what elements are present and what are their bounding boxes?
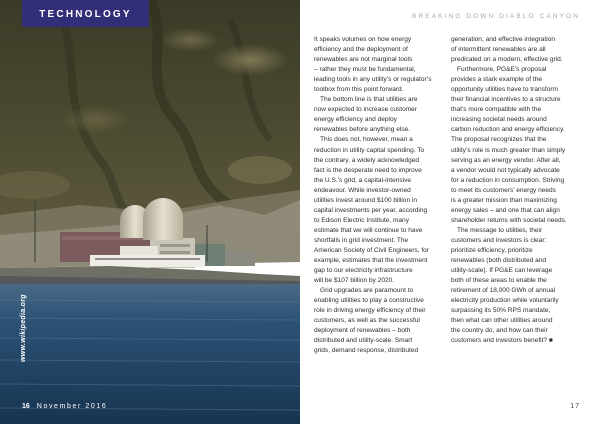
text-line: for a reduction in consumption. Striving bbox=[451, 176, 565, 184]
text-line: surpassing its 50% RPS mandate, bbox=[451, 307, 551, 315]
text-line: opportunity utilities have to transform bbox=[451, 86, 558, 94]
text-line: It speaks volumes on how energy bbox=[314, 36, 412, 43]
text-line: prioritize efficiency, prioritize bbox=[451, 246, 533, 254]
photo-credit: www.wikipedia.org bbox=[20, 294, 27, 362]
text-line: distributed and utility-scale. Smart bbox=[314, 337, 413, 345]
text-line: that’s more compatible with the bbox=[451, 106, 542, 114]
text-line: will be $107 billion by 2020. bbox=[314, 277, 395, 285]
text-line: generation, and effective integration bbox=[451, 36, 555, 43]
text-line: the country do, and how can their bbox=[451, 327, 548, 335]
text-line: This does not, however, mean a bbox=[320, 136, 413, 144]
text-line: renewables before anything else. bbox=[314, 126, 411, 134]
right-page-number: 17 bbox=[570, 403, 580, 410]
text-line: energy sales – and one that can align bbox=[451, 206, 560, 214]
text-line: grids, demand response, distributed bbox=[314, 347, 419, 355]
text-line: American Society of Civil Engineers, for bbox=[314, 246, 429, 254]
text-line: both of these areas to enable the bbox=[451, 277, 547, 285]
text-line: gap to our electricity infrastructure bbox=[314, 267, 413, 275]
text-line: renewables are not marginal tools bbox=[314, 56, 413, 64]
text-line: The bottom line is that utilities are bbox=[320, 96, 418, 104]
text-line: endeavour. While investor-owned bbox=[314, 186, 411, 194]
article-column-1 bbox=[314, 35, 438, 357]
text-line: increasing societal needs around bbox=[451, 116, 547, 124]
text-line: The message to utilities, their bbox=[457, 226, 543, 234]
running-head: BREAKING DOWN DIABLO CANYON bbox=[412, 13, 580, 20]
text-line: the contrary, a widely acknowledged bbox=[314, 156, 420, 164]
text-line: retirement of 18,000 GWh of annual bbox=[451, 287, 556, 295]
text-line: – rather they must be fundamental, bbox=[314, 66, 416, 74]
text-line: deployment of renewables – both bbox=[314, 327, 411, 335]
text-line: toolbox from this point forward. bbox=[314, 86, 404, 94]
text-line: fact is the desperate need to improve bbox=[314, 166, 422, 174]
text-line: utilities invest around $100 billion in bbox=[314, 196, 417, 204]
text-line: The proposal recognizes that the bbox=[451, 136, 547, 144]
text-line: Furthermore, PG&E’s proposal bbox=[457, 66, 547, 74]
text-line: serving as an energy vendor. After all, bbox=[451, 156, 561, 164]
text-line: a vendor would not typically advocate bbox=[451, 166, 560, 174]
text-line: renewables (both distributed and bbox=[451, 257, 546, 265]
text-line: efficiency and the deployment of bbox=[314, 46, 408, 54]
text-line: predicated on a modern, effective grid. bbox=[451, 56, 563, 64]
text-line: carbon reduction and energy efficiency. bbox=[451, 126, 565, 134]
text-line: customers, as well as the successful bbox=[314, 317, 420, 325]
text-line: to Edison Electric Institute, many bbox=[314, 216, 409, 224]
text-line: capital investments per year, according bbox=[314, 206, 428, 214]
left-page-folio bbox=[22, 403, 107, 410]
section-tag: TECHNOLOGY bbox=[22, 0, 149, 27]
text-line: energy efficiency and deploy bbox=[314, 116, 397, 124]
text-line: now expected to increase customer bbox=[314, 106, 417, 114]
text-line: of intermittent renewables are all bbox=[451, 46, 546, 54]
text-line: customers and investors is clear: bbox=[451, 236, 547, 244]
text-line: to meet its customers’ energy needs bbox=[451, 186, 556, 194]
text-line: is a greater mission than maximizing bbox=[451, 196, 557, 204]
text-line: reduction in utility capital spending. To bbox=[314, 146, 425, 154]
text-line: customers and investors benefit? ■ bbox=[451, 337, 553, 345]
article-column-2 bbox=[451, 35, 579, 346]
text-line: enabling utilities to play a constructive bbox=[314, 297, 424, 305]
text-line: provides a stark example of the bbox=[451, 76, 542, 84]
left-page-number: 16 bbox=[22, 403, 30, 410]
text-line: the U.S.’s grid, a capital-intensive bbox=[314, 176, 412, 184]
text-line: utility’s role is much greater than simply bbox=[451, 146, 566, 154]
text-line: then what can other utilities around bbox=[451, 317, 553, 325]
text-line: estimate that we will continue to have bbox=[314, 226, 423, 234]
text-line: Grid upgrades are paramount to bbox=[320, 287, 414, 295]
text-line: utility-scale). If PG&E can leverage bbox=[451, 267, 553, 275]
text-line: leading tools in any utility’s or regulator’s bbox=[314, 76, 432, 84]
text-line: role in driving energy efficiency of their bbox=[314, 307, 426, 315]
issue-date: November 2016 bbox=[36, 403, 108, 410]
text-line: example, estimates that the investment bbox=[314, 257, 428, 265]
text-line: shortfalls in grid investment. The bbox=[314, 236, 409, 244]
text-line: electricity production while voluntarily bbox=[451, 297, 559, 305]
text-line: their financial incentives to a structure bbox=[451, 96, 561, 104]
text-line: shareholder returns with societal needs. bbox=[451, 216, 567, 224]
